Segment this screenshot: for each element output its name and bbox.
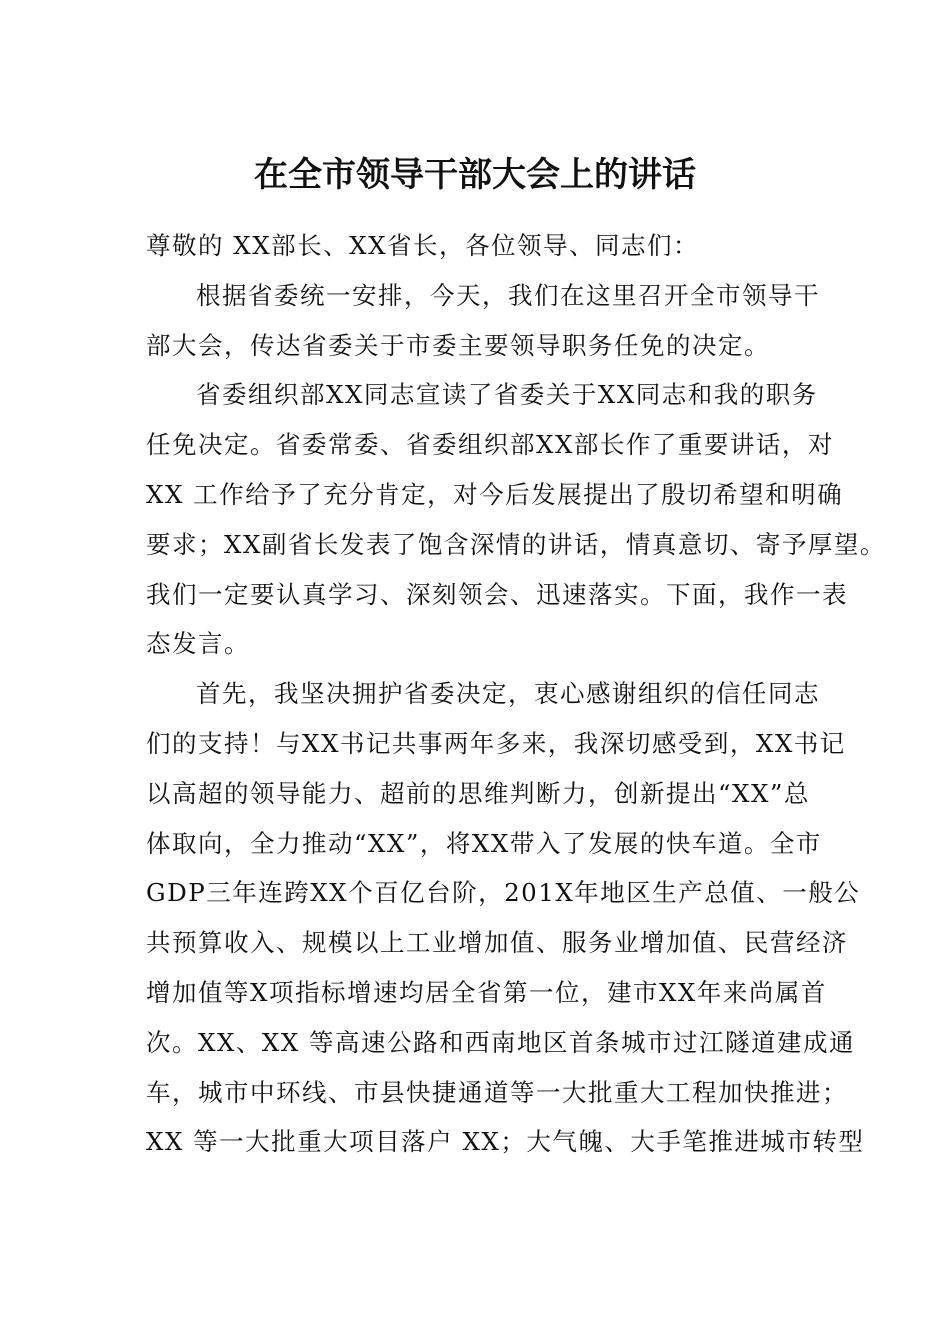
paragraph-line: 们的支持！与XX书记共事两年多来，我深切感受到，XX书记 xyxy=(146,728,846,758)
paragraph-line: 态发言。 xyxy=(146,629,250,659)
salutation-line: 尊敬的 XX部长、XX省长，各位领导、同志们： xyxy=(146,231,700,260)
paragraph-line: 根据省委统一安排，今天，我们在这里召开全市领导干 xyxy=(196,280,820,310)
paragraph-line: 次。XX、XX 等高速公路和西南地区首条城市过江隧道建成通 xyxy=(146,1027,856,1057)
paragraph-line: GDP三年连跨XX个百亿台阶，201X年地区生产总值、一般公 xyxy=(146,878,861,908)
paragraph-2 xyxy=(146,370,886,669)
paragraph-1 xyxy=(146,271,820,371)
paragraph-line: 首先，我坚决拥护省委决定，衷心感谢组织的信任同志 xyxy=(196,679,820,709)
paragraph-line: 我们一定要认真学习、深刻领会、迅速落实。下面，我作一表 xyxy=(146,579,848,609)
paragraph-line: 车，城市中环线、市县快捷通道等一大批重大工程加快推进； xyxy=(146,1077,848,1107)
paragraph-line: XX 等一大批重大项目落户 XX；大气魄、大手笔推进城市转型 xyxy=(146,1127,865,1157)
paragraph-line: 任免决定。省委常委、省委组织部XX部长作了重要讲话，对 xyxy=(146,430,834,460)
paragraph-line: XX 工作给予了充分肯定，对今后发展提出了殷切希望和明确 xyxy=(146,479,844,509)
paragraph-3 xyxy=(146,669,865,1167)
paragraph-line: 要求；XX副省长发表了饱含深情的讲话，情真意切、寄予厚望。 xyxy=(146,529,886,559)
paragraph-line: 体取向，全力推动“XX”，将XX带入了发展的快车道。全市 xyxy=(146,828,822,858)
document-title: 在全市领导干部大会上的讲话 xyxy=(254,155,696,195)
paragraph-line: 部大会，传达省委关于市委主要领导职务任免的决定。 xyxy=(146,330,770,360)
paragraph-line: 省委组织部XX同志宣读了省委关于XX同志和我的职务 xyxy=(196,380,818,410)
paragraph-line: 共预算收入、规模以上工业增加值、服务业增加值、民营经济 xyxy=(146,928,848,958)
salutation xyxy=(146,221,814,271)
paragraph-line: 增加值等X项指标增速均居全省第一位，建市XX年来尚属首 xyxy=(146,977,827,1007)
paragraph-line: 以高超的领导能力、超前的思维判断力，创新提出“XX”总 xyxy=(146,778,810,808)
document-body xyxy=(146,221,886,1167)
